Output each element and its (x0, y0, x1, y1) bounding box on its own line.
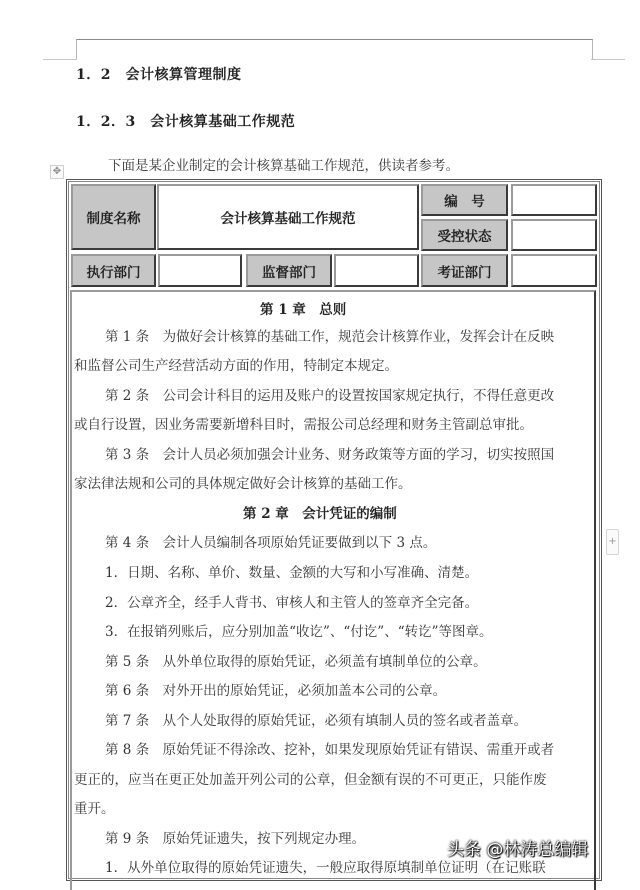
value-verify-dept[interactable] (511, 254, 597, 287)
value-supervise-dept[interactable] (334, 254, 419, 287)
page-margin-mark-left (43, 59, 77, 60)
article-line: 第 1 条 为做好会计核算的基础工作，规范会计核算作业，发挥会计在反映 (105, 329, 555, 345)
add-row-button[interactable]: + (606, 529, 619, 555)
article-line: 和监督公司生产经营活动方面的作用，特制定本规定。 (74, 358, 398, 374)
value-regulation-name[interactable]: 会计核算基础工作规范 (157, 184, 419, 250)
article-line: 第 7 条 从个人处取得的原始凭证，必须有填制人员的签名或者盖章。 (105, 713, 528, 729)
article-line: 第 4 条 会计人员编制各项原始凭证要做到以下 3 点。 (105, 535, 437, 551)
article-line: 第 9 条 原始凭证遗失，按下列规定办理。 (105, 831, 366, 847)
regulation-body-cell[interactable] (70, 290, 596, 890)
intro-paragraph: 下面是某企业制定的会计核算基础工作规范，供读者参考。 (108, 158, 459, 174)
list-item: 1．日期、名称、单价、数量、金额的大写和小写准确、清楚。 (105, 565, 479, 581)
article-line: 重开。 (74, 801, 115, 817)
article-line: 第 6 条 对外开出的原始凭证，必须加盖本公司的公章。 (105, 683, 447, 699)
label-verify-dept: 考证部门 (421, 254, 508, 287)
value-exec-dept[interactable] (158, 254, 242, 287)
chapter-heading: 第 2 章 会计凭证的编制 (243, 506, 397, 522)
article-line: 第 8 条 原始凭证不得涂改、挖补，如果发现原始凭证有错误、需重开或者 (105, 742, 555, 758)
label-supervise-dept: 监督部门 (246, 254, 332, 287)
label-exec-dept: 执行部门 (71, 254, 156, 287)
value-number[interactable] (511, 184, 597, 216)
article-line: 第 2 条 公司会计科目的运用及账户的设置按国家规定执行，不得任意更改 (105, 388, 555, 404)
table-move-handle-icon[interactable]: ✥ (50, 165, 64, 179)
watermark: 头条 @林涛总编辑 (447, 840, 589, 860)
label-regulation-name: 制度名称 (71, 184, 156, 250)
article-line: 第 3 条 会计人员必须加强会计业务、财务政策等方面的学习，切实按照国 (105, 447, 555, 463)
chapter-heading: 第 1 章 总则 (260, 302, 347, 318)
list-item: 1．从外单位取得的原始凭证遗失，一般应取得原填制单位证明（在记账联 (105, 860, 546, 876)
list-item: 3．在报销列账后，应分别加盖“收讫”、“付讫”、“转讫”等图章。 (105, 624, 493, 640)
article-line: 更正的，应当在更正处加盖开列公司的公章，但金额有误的不可更正，只能作废 (74, 772, 547, 788)
article-line: 第 5 条 从外单位取得的原始凭证，必须盖有填制单位的公章。 (105, 654, 487, 670)
section-heading: 1．2 会计核算管理制度 (76, 67, 242, 83)
article-line: 或自行设置，因业务需要新增科目时，需报公司总经理和财务主管副总审批。 (74, 417, 533, 433)
page-header-margin (76, 39, 593, 60)
label-control-status: 受控状态 (421, 219, 508, 251)
page-margin-mark-right (591, 59, 625, 60)
list-item: 2．公章齐全，经手人背书、审核人和主管人的签章齐全完备。 (105, 595, 479, 611)
label-number: 编 号 (421, 184, 508, 216)
article-line: 家法律法规和公司的具体规定做好会计核算的基础工作。 (74, 476, 412, 492)
value-control-status[interactable] (511, 219, 597, 251)
subsection-heading: 1．2．3 会计核算基础工作规范 (76, 114, 296, 130)
